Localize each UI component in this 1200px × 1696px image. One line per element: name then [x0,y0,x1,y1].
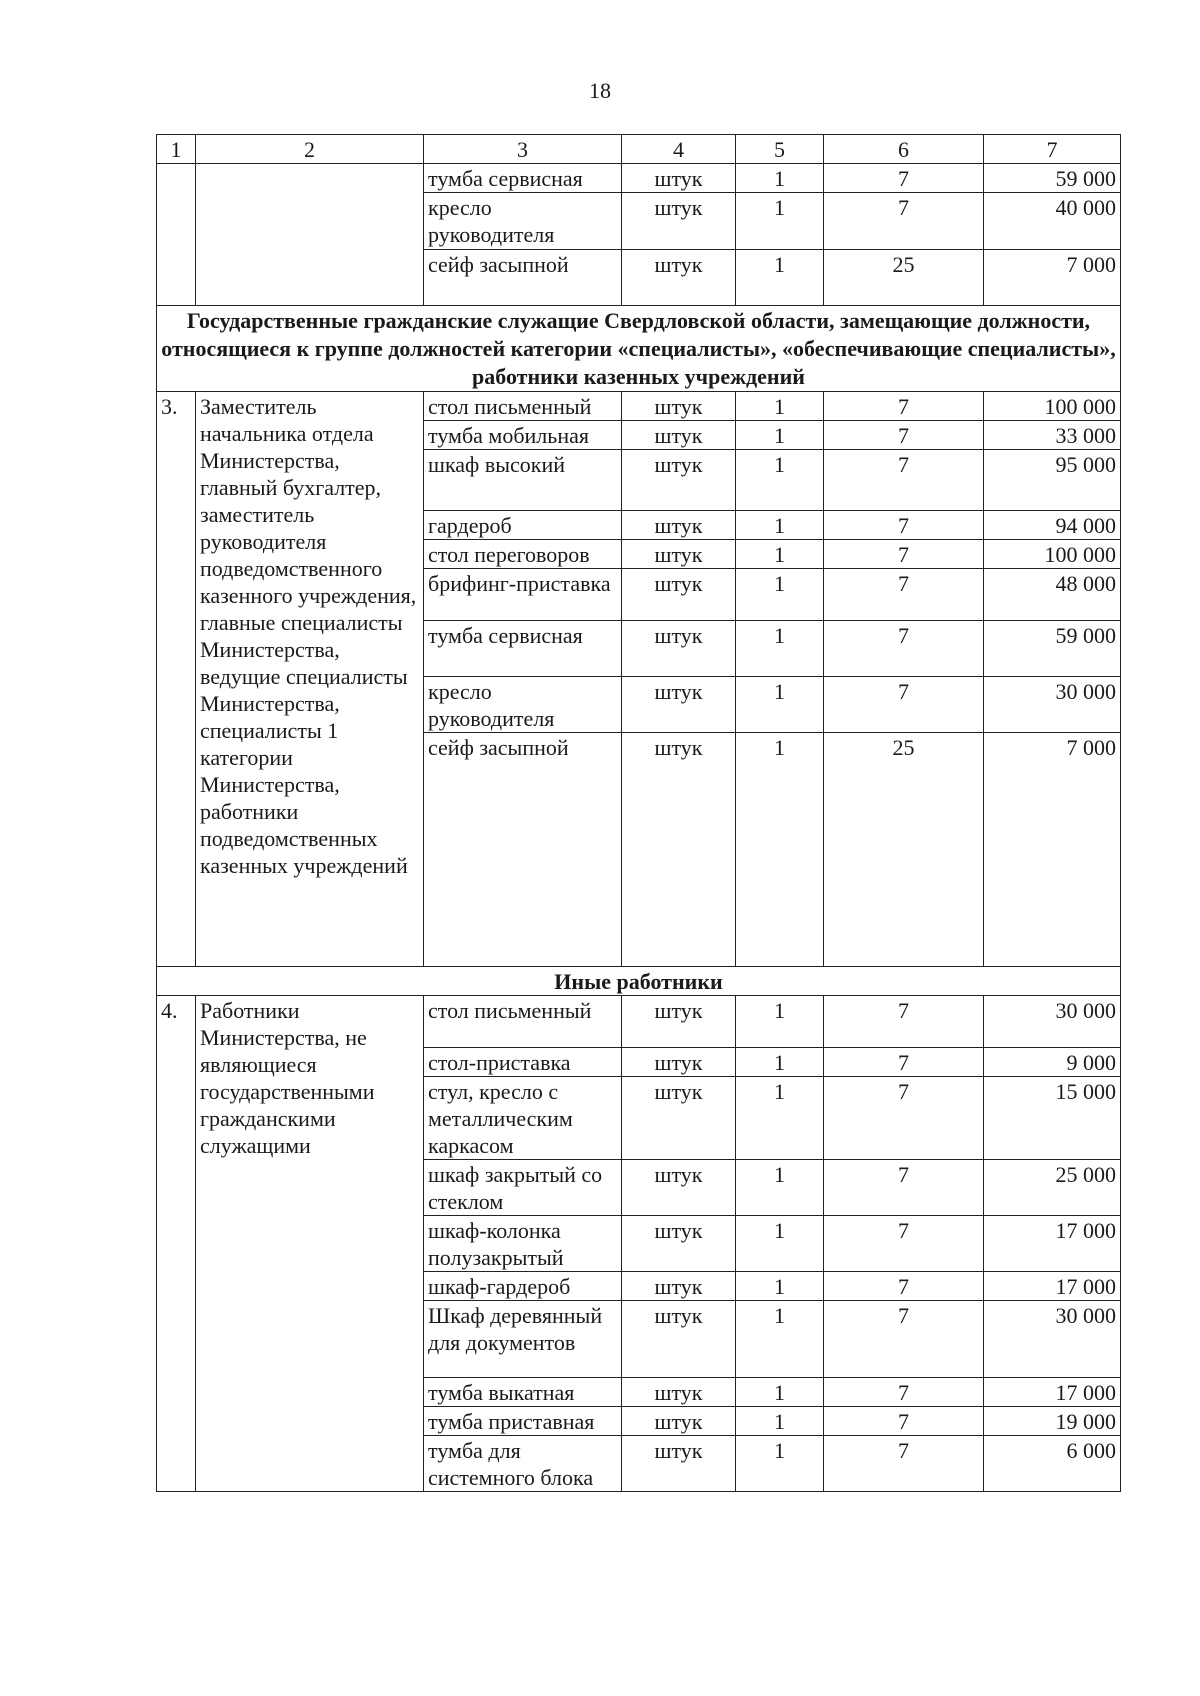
unit: штук [622,733,736,967]
service-years: 7 [824,1378,984,1407]
service-years: 7 [824,193,984,250]
service-years: 7 [824,1272,984,1301]
service-years: 25 [824,250,984,306]
section-row [157,967,1121,996]
item-name: тумба мобильная [424,421,622,450]
section-title-other: Иные работники [157,967,1121,996]
item-name: Шкаф деревянный для документов [424,1301,622,1378]
unit: штук [622,1407,736,1436]
service-years: 7 [824,450,984,511]
quantity: 1 [736,1048,824,1077]
service-years: 7 [824,996,984,1048]
service-years: 7 [824,677,984,733]
item-name: шкаф-колонка полузакрытый [424,1216,622,1272]
quantity: 1 [736,193,824,250]
quantity: 1 [736,996,824,1048]
item-name: сейф засыпной [424,250,622,306]
unit: штук [622,996,736,1048]
unit: штук [622,1048,736,1077]
unit: штук [622,540,736,569]
price: 30 000 [984,996,1121,1048]
service-years: 7 [824,1216,984,1272]
quantity: 1 [736,511,824,540]
price: 15 000 [984,1077,1121,1160]
quantity: 1 [736,1272,824,1301]
quantity: 1 [736,392,824,421]
unit: штук [622,569,736,621]
unit: штук [622,1301,736,1378]
service-years: 7 [824,1301,984,1378]
col-header: 7 [984,135,1121,164]
row-number-empty [157,164,196,306]
unit: штук [622,392,736,421]
price: 17 000 [984,1216,1121,1272]
price: 30 000 [984,1301,1121,1378]
quantity: 1 [736,540,824,569]
quantity: 1 [736,250,824,306]
unit: штук [622,511,736,540]
item-name: тумба приставная [424,1407,622,1436]
col-header: 2 [196,135,424,164]
price: 100 000 [984,392,1121,421]
service-years: 7 [824,421,984,450]
price: 19 000 [984,1407,1121,1436]
price: 100 000 [984,540,1121,569]
unit: штук [622,193,736,250]
quantity: 1 [736,733,824,967]
unit: штук [622,164,736,193]
section-row [157,306,1121,392]
quantity: 1 [736,1077,824,1160]
quantity: 1 [736,164,824,193]
price: 59 000 [984,621,1121,677]
price: 25 000 [984,1160,1121,1216]
item-name: сейф засыпной [424,733,622,967]
unit: штук [622,1272,736,1301]
row-number: 4. [157,996,196,1492]
table-row [157,996,1121,1048]
item-name: шкаф высокий [424,450,622,511]
service-years: 7 [824,1407,984,1436]
service-years: 7 [824,1436,984,1492]
col-header: 5 [736,135,824,164]
quantity: 1 [736,1216,824,1272]
col-header: 3 [424,135,622,164]
price: 33 000 [984,421,1121,450]
item-name: кресло руководителя [424,193,622,250]
item-name: стол-приставка [424,1048,622,1077]
price: 7 000 [984,250,1121,306]
item-name: кресло руководителя [424,677,622,733]
unit: штук [622,1378,736,1407]
unit: штук [622,450,736,511]
service-years: 7 [824,392,984,421]
service-years: 7 [824,164,984,193]
quantity: 1 [736,677,824,733]
service-years: 7 [824,569,984,621]
item-name: тумба выкатная [424,1378,622,1407]
item-name: стул, кресло с металлическим каркасом [424,1077,622,1160]
unit: штук [622,1216,736,1272]
item-name: стол переговоров [424,540,622,569]
item-name: тумба сервисная [424,164,622,193]
quantity: 1 [736,1407,824,1436]
price: 59 000 [984,164,1121,193]
service-years: 7 [824,1048,984,1077]
position-description: Работники Министерства, не являющиеся государственными гражданскими служащими [196,996,424,1492]
quantity: 1 [736,1378,824,1407]
unit: штук [622,1077,736,1160]
quantity: 1 [736,621,824,677]
unit: штук [622,1436,736,1492]
price: 7 000 [984,733,1121,967]
position-description: Заместитель начальника отдела Министерства, главный бухгалтер, заместитель руководителя подведомственного казенного учреждения, главные специалисты Министерства, ведущие специалисты Министерства, специалисты 1 категории Министерства, работники подведомственных казенных учреждений [196,392,424,967]
section-title-specialists: Государственные гражданские служащие Свердловской области, замещающие должности, относящиеся к группе должностей категории «специалисты», «обеспечивающие специалисты», работники казенных учреждений [157,306,1121,392]
service-years: 7 [824,621,984,677]
price: 17 000 [984,1378,1121,1407]
quantity: 1 [736,1301,824,1378]
item-name: тумба сервисная [424,621,622,677]
row-number: 3. [157,392,196,967]
quantity: 1 [736,569,824,621]
item-name: брифинг-приставка [424,569,622,621]
norms-table [156,134,1121,1492]
unit: штук [622,677,736,733]
price: 48 000 [984,569,1121,621]
service-years: 25 [824,733,984,967]
column-numbers-row [157,135,1121,164]
unit: штук [622,621,736,677]
item-name: тумба для системного блока [424,1436,622,1492]
page-number: 18 [589,78,611,103]
col-header: 4 [622,135,736,164]
quantity: 1 [736,1160,824,1216]
position-empty [196,164,424,306]
price: 95 000 [984,450,1121,511]
quantity: 1 [736,1436,824,1492]
col-header: 6 [824,135,984,164]
price: 17 000 [984,1272,1121,1301]
unit: штук [622,250,736,306]
price: 6 000 [984,1436,1121,1492]
unit: штук [622,1160,736,1216]
service-years: 7 [824,1077,984,1160]
unit: штук [622,421,736,450]
price: 9 000 [984,1048,1121,1077]
service-years: 7 [824,540,984,569]
price: 94 000 [984,511,1121,540]
item-name: стол письменный [424,392,622,421]
price: 30 000 [984,677,1121,733]
quantity: 1 [736,421,824,450]
service-years: 7 [824,1160,984,1216]
item-name: шкаф закрытый со стеклом [424,1160,622,1216]
table-row [157,392,1121,421]
item-name: стол письменный [424,996,622,1048]
col-header: 1 [157,135,196,164]
item-name: шкаф-гардероб [424,1272,622,1301]
item-name: гардероб [424,511,622,540]
table-row [157,164,1121,193]
service-years: 7 [824,511,984,540]
quantity: 1 [736,450,824,511]
price: 40 000 [984,193,1121,250]
